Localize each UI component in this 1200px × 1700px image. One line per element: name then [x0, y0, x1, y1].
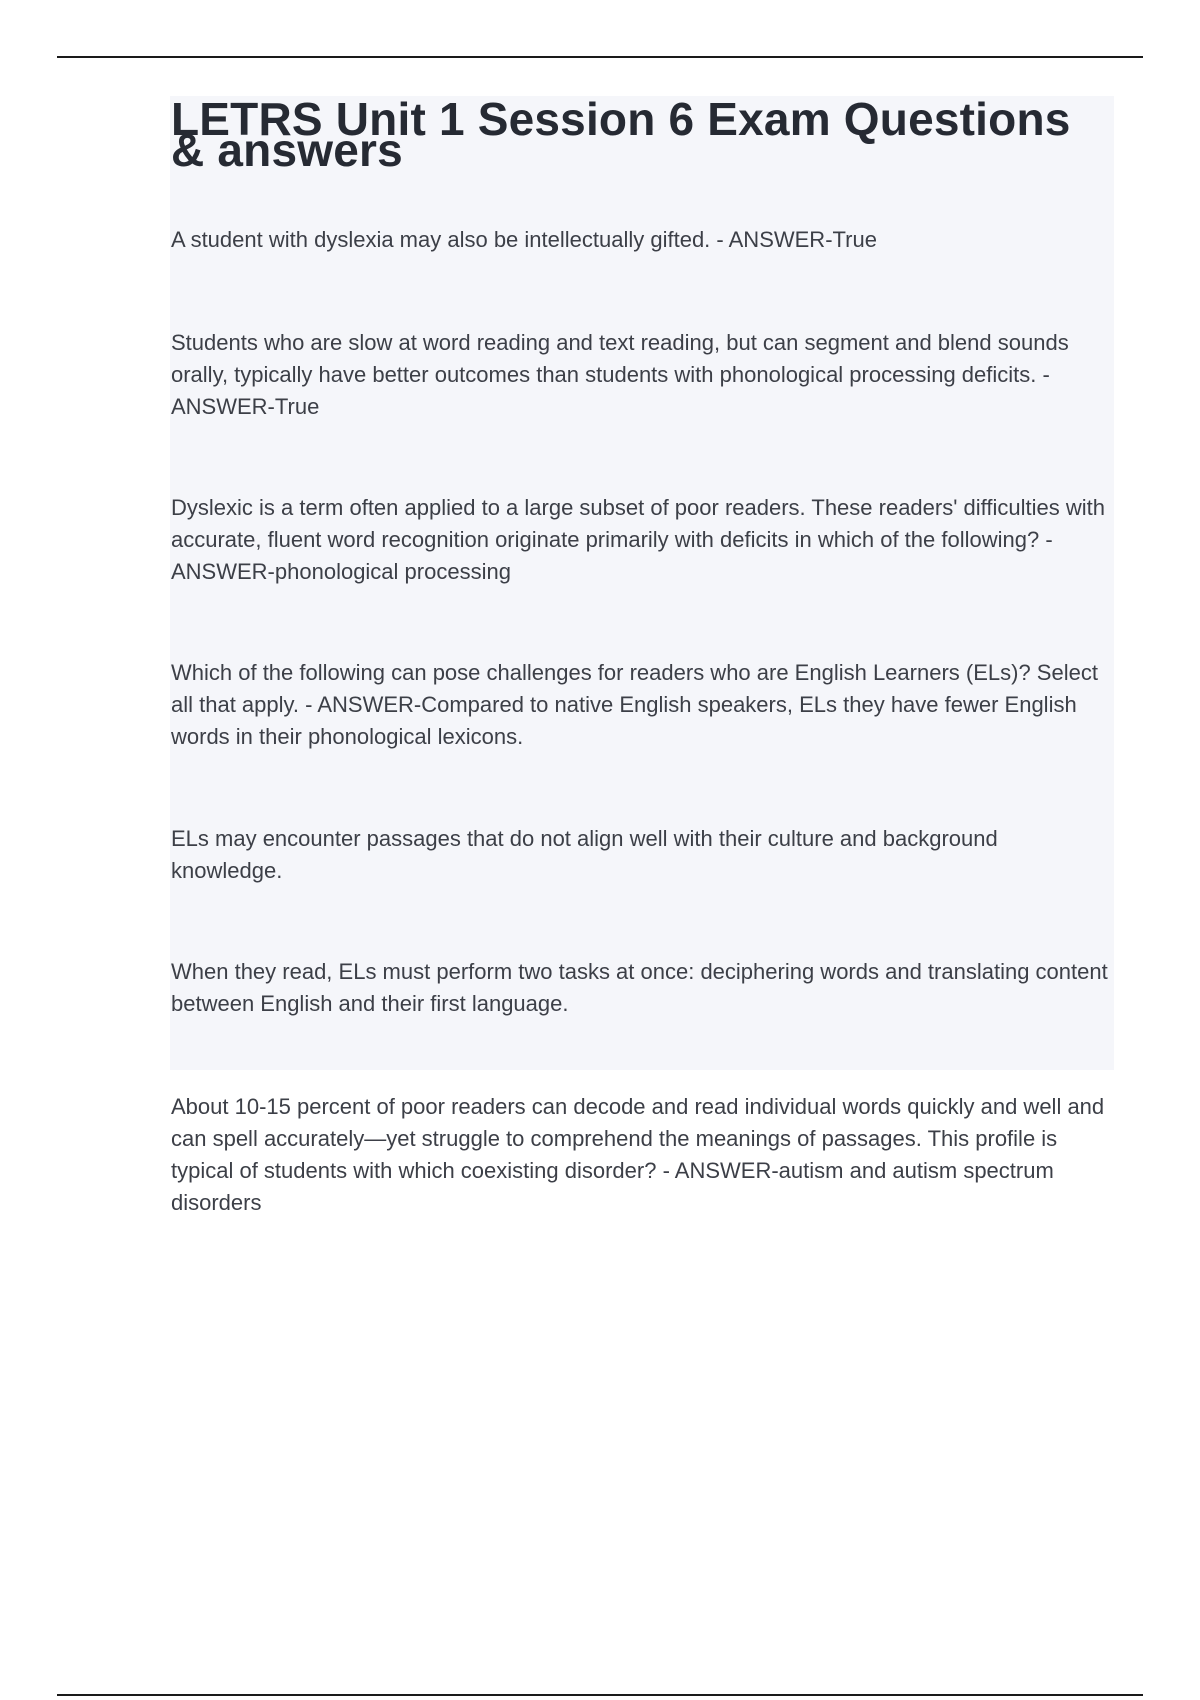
top-divider — [57, 56, 1143, 58]
qa-paragraph-5: ELs may encounter passages that do not align well with their culture and background knowledge. — [171, 826, 998, 883]
qa-paragraph-1: A student with dyslexia may also be intellectually gifted. - ANSWER-True — [171, 227, 877, 252]
document-body — [171, 93, 1111, 1215]
qa-paragraph-7: About 10-15 percent of poor readers can decode and read individual words quickly and well and can spell accurately—yet struggle to comprehend the meanings of passages. This profile is typical of students with which coexisting disorder? - ANSWER-autism and autism spectrum disorders — [171, 1094, 1105, 1215]
qa-paragraph-6: When they read, ELs must perform two tasks at once: deciphering words and translating content between English and their first language. — [171, 959, 1108, 1016]
qa-paragraph-2: Students who are slow at word reading and text reading, but can segment and blend sounds orally, typically have better outcomes than students with phonological processing deficits. - ANSWER-True — [171, 330, 1069, 419]
qa-paragraph-4: Which of the following can pose challenges for readers who are English Learners (ELs)? Select all that apply. - ANSWER-Compared to native English speakers, ELs they have fewer English words in their phonological lexicons. — [171, 660, 1098, 749]
bottom-divider — [57, 1694, 1143, 1696]
qa-paragraph-3: Dyslexic is a term often applied to a large subset of poor readers. These readers' difficulties with accurate, fluent word recognition originate primarily with deficits in which of the following? - ANSWER-phonological processing — [171, 495, 1105, 584]
page-title: LETRS Unit 1 Session 6 Exam Questions & answers — [171, 93, 1071, 176]
